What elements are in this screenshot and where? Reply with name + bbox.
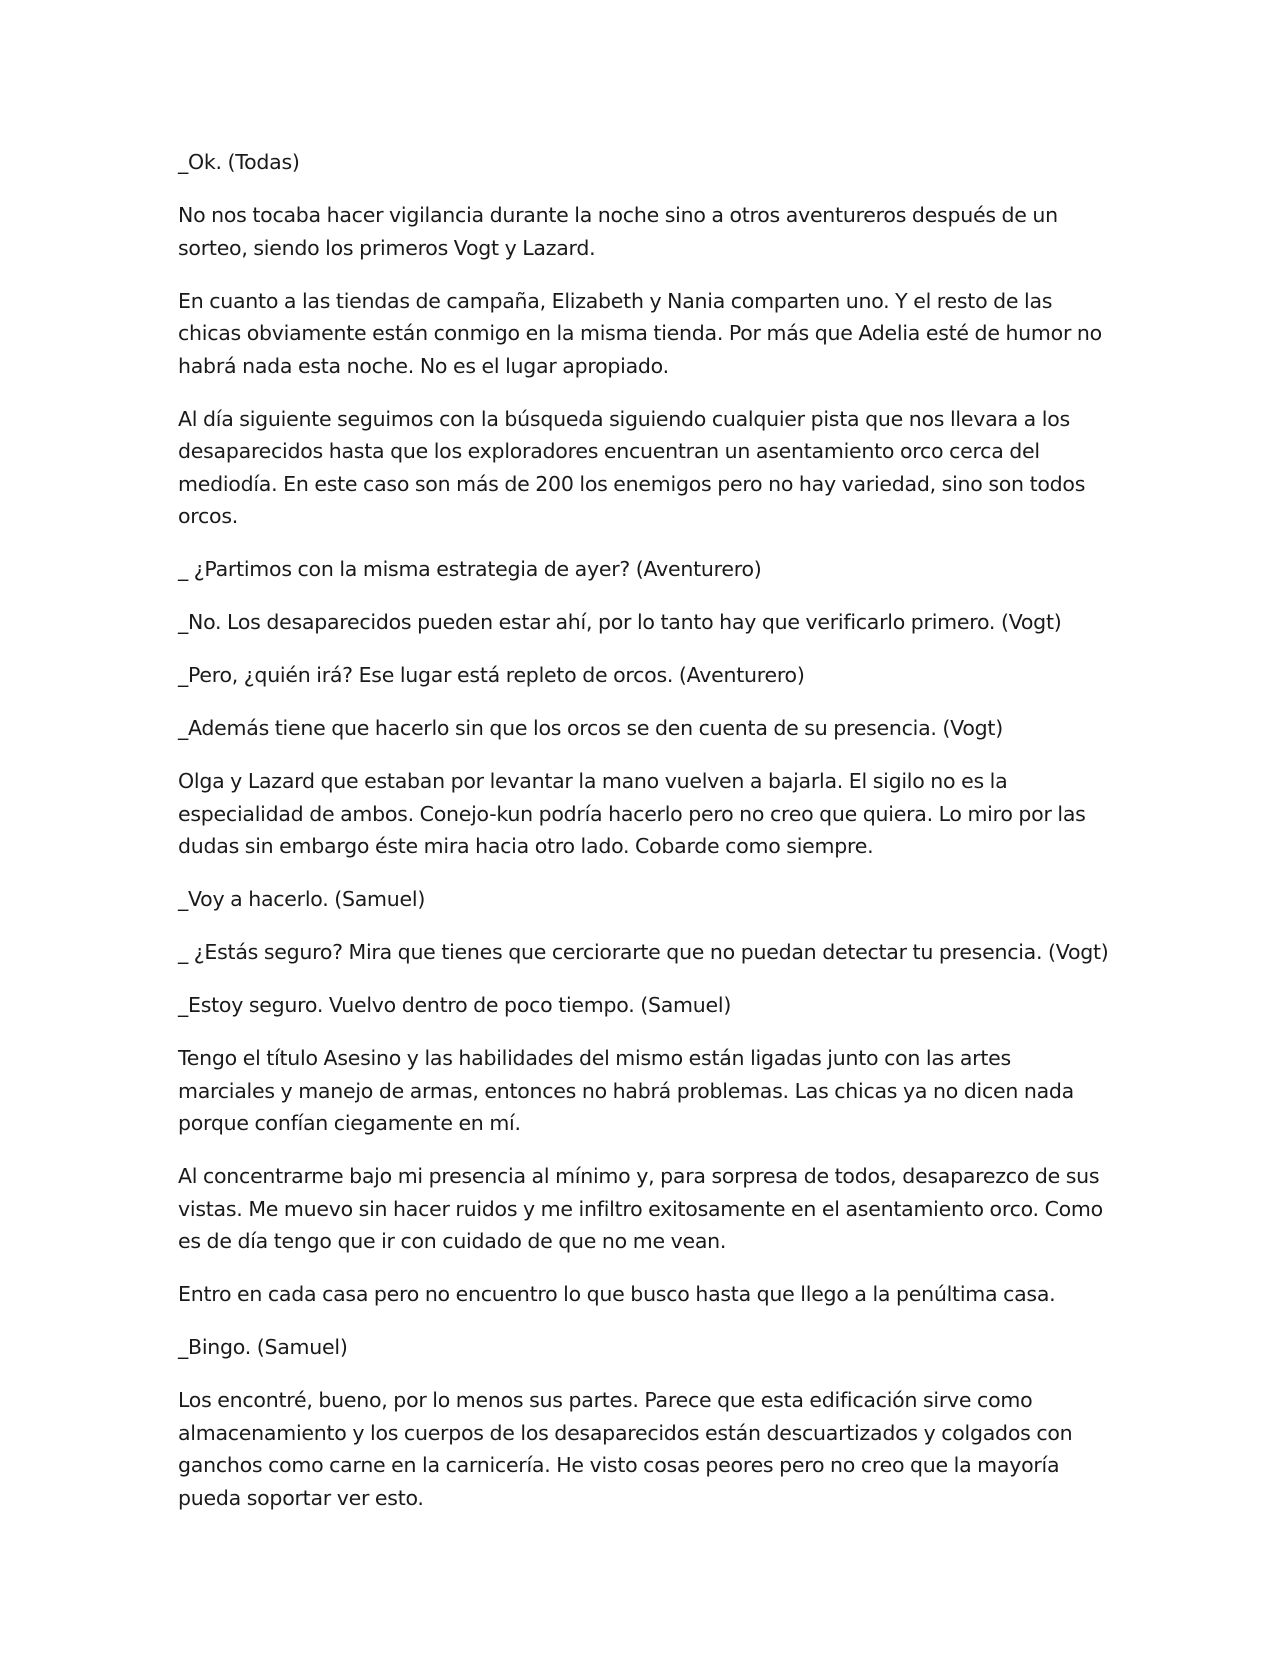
narrative-paragraph: Al día siguiente seguimos con la búsqueda siguiendo cualquier pista que nos llevara a los desaparecidos hasta que los exploradores encuentran un asentamiento orco cerca del mediodía. En este caso son más de 200 los enemigos pero no hay variedad, sino son todos orcos. xyxy=(178,406,1086,528)
narrative-paragraph: En cuanto a las tiendas de campaña, Elizabeth y Nania comparten uno. Y el resto de las chicas obviamente están conmigo en la misma tienda. Por más que Adelia esté de humor no habrá nada esta noche. No es el lugar apropiado. xyxy=(178,288,1102,378)
narrative-paragraph: Tengo el título Asesino y las habilidades del mismo están ligadas junto con las artes marciales y manejo de armas, entonces no habrá problemas. Las chicas ya no dicen nada porque confían ciegamente en mí. xyxy=(178,1046,1074,1135)
dialogue-line: _Bingo. (Samuel) xyxy=(178,1335,348,1359)
narrative-paragraph: No nos tocaba hacer vigilancia durante la noche sino a otros aventureros después de un sorteo, siendo los primeros Vogt y Lazard. xyxy=(178,203,1058,260)
dialogue-line: _Estoy seguro. Vuelvo dentro de poco tiempo. (Samuel) xyxy=(178,993,732,1017)
dialogue-line: _No. Los desaparecidos pueden estar ahí, por lo tanto hay que verificarlo primero. (Vogt) xyxy=(178,610,1062,634)
narrative-paragraph: Olga y Lazard que estaban por levantar la mano vuelven a bajarla. El sigilo no es la especialidad de ambos. Conejo-kun podría hacerlo pero no creo que quiera. Lo miro por las dudas sin embargo éste mira hacia otro lado. Cobarde como siempre. xyxy=(178,769,1086,858)
dialogue-line: _ ¿Partimos con la misma estrategia de ayer? (Aventurero) xyxy=(178,557,762,581)
dialogue-line: _ ¿Estás seguro? Mira que tienes que cerciorarte que no puedan detectar tu presencia. (Vogt) xyxy=(178,940,1109,964)
dialogue-line: _Pero, ¿quién irá? Ese lugar está repleto de orcos. (Aventurero) xyxy=(178,663,805,687)
narrative-paragraph: Los encontré, bueno, por lo menos sus partes. Parece que esta edificación sirve como almacenamiento y los cuerpos de los desaparecidos están descuartizados y colgados con ganchos como carne en la carnicería. He visto cosas peores pero no creo que la mayoría pueda soportar ver esto. xyxy=(178,1388,1073,1510)
narrative-paragraph: Al concentrarme bajo mi presencia al mínimo y, para sorpresa de todos, desaparezco de sus vistas. Me muevo sin hacer ruidos y me infiltro exitosamente en el asentamiento orco. Como es de día tengo que ir con cuidado de que no me vean. xyxy=(178,1164,1103,1253)
dialogue-line: _Ok. (Todas) xyxy=(178,150,300,174)
dialogue-line: _Voy a hacerlo. (Samuel) xyxy=(178,887,426,911)
dialogue-line: _Además tiene que hacerlo sin que los orcos se den cuenta de su presencia. (Vogt) xyxy=(178,716,1003,740)
narrative-paragraph: Entro en cada casa pero no encuentro lo que busco hasta que llego a la penúltima casa. xyxy=(178,1282,1056,1306)
